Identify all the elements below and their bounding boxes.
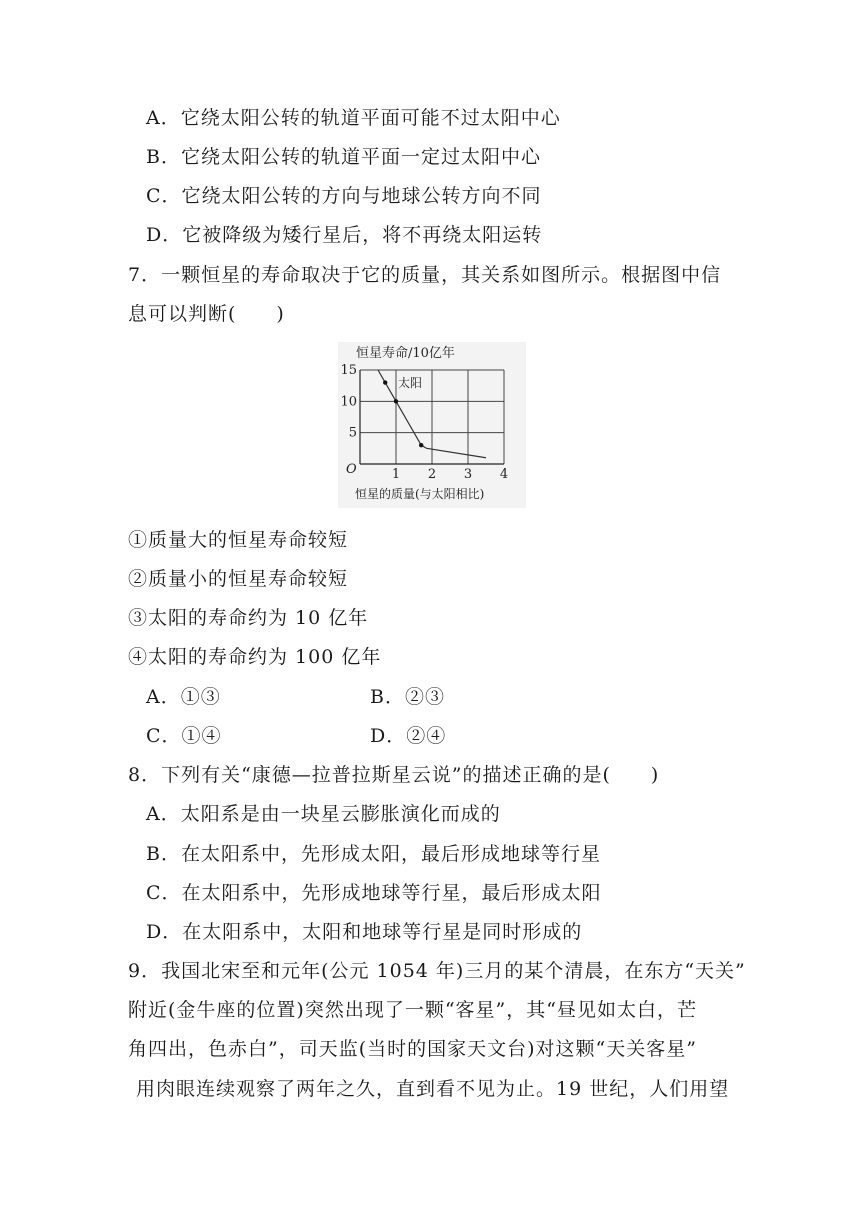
- star-lifetime-chart: [338, 342, 526, 508]
- q7-statement-2: ②质量小的恒星寿命较短: [128, 568, 349, 590]
- chart-origin-label: O: [346, 462, 357, 477]
- q7-option-d: D．②④: [370, 725, 447, 747]
- chart-annotation-sun: 太阳: [398, 376, 423, 390]
- q6-option-b: B．它绕太阳公转的轨道平面一定过太阳中心: [146, 146, 541, 168]
- q7-statement-4: ④太阳的寿命约为 100 亿年: [128, 646, 382, 668]
- chart-y-tick-10: 10: [340, 394, 357, 410]
- q8-option-d: D．在太阳系中，太阳和地球等行星是同时形成的: [146, 921, 583, 943]
- q7-option-a: A．①③: [146, 686, 221, 708]
- chart-marker-2: [394, 399, 398, 403]
- q7-statement-1: ①质量大的恒星寿命较短: [128, 529, 349, 551]
- q6-option-a: A．它绕太阳公转的轨道平面可能不过太阳中心: [146, 107, 561, 129]
- q6-option-c: C．它绕太阳公转的方向与地球公转方向不同: [146, 185, 542, 207]
- chart-x-ticks: [392, 467, 508, 482]
- q8-stem: 8．下列有关“康德—拉普拉斯星云说”的描述正确的是( ): [128, 764, 660, 786]
- chart-ylabel: 恒星寿命/10亿年: [356, 346, 455, 361]
- chart-y-tick-5: 5: [348, 425, 357, 441]
- q9-line-2: 附近(金牛座的位置)突然出现了一颗“客星”，其“昼见如太白，芒: [128, 999, 697, 1021]
- chart-marker-1: [383, 380, 387, 384]
- q9-line-4: 用肉眼连续观察了两年之久，直到看不见为止。19 世纪，人们用望: [136, 1078, 730, 1100]
- chart-x-tick-1: 1: [391, 467, 401, 482]
- chart-grid: [360, 370, 504, 464]
- q7-stem-line1: 7．一颗恒星的寿命取决于它的质量，其关系如图所示。根据图中信: [128, 264, 722, 286]
- chart-x-tick-2: 2: [427, 467, 437, 482]
- chart-y-tick-15: 15: [340, 363, 357, 378]
- q7-option-b: B．②③: [370, 686, 445, 708]
- chart-x-tick-4: 4: [499, 467, 509, 482]
- q7-stem-line2: 息可以判断( ): [128, 303, 285, 325]
- chart-xlabel: 恒星的质量(与太阳相比): [355, 487, 485, 501]
- q7-statement-3: ③太阳的寿命约为 10 亿年: [128, 607, 369, 629]
- chart-marker-3: [419, 443, 423, 447]
- q7-option-c: C．①④: [146, 725, 222, 747]
- q8-option-c: C．在太阳系中，先形成地球等行星，最后形成太阳: [146, 882, 602, 904]
- q8-option-a: A．太阳系是由一块星云膨胀演化而成的: [146, 803, 501, 825]
- chart-svg: [338, 342, 526, 508]
- q8-option-b: B．在太阳系中，先形成太阳，最后形成地球等行星: [146, 843, 601, 865]
- q9-line-3: 角四出，色赤白”，司天监(当时的国家天文台)对这颗“天关客星”: [128, 1038, 697, 1060]
- q9-line-1: 9．我国北宋至和元年(公元 1054 年)三月的某个清晨，在东方“天关”: [128, 960, 746, 982]
- chart-x-tick-3: 3: [463, 467, 473, 482]
- q6-option-d: D．它被降级为矮行星后，将不再绕太阳运转: [146, 224, 543, 246]
- chart-y-ticks: [340, 363, 357, 441]
